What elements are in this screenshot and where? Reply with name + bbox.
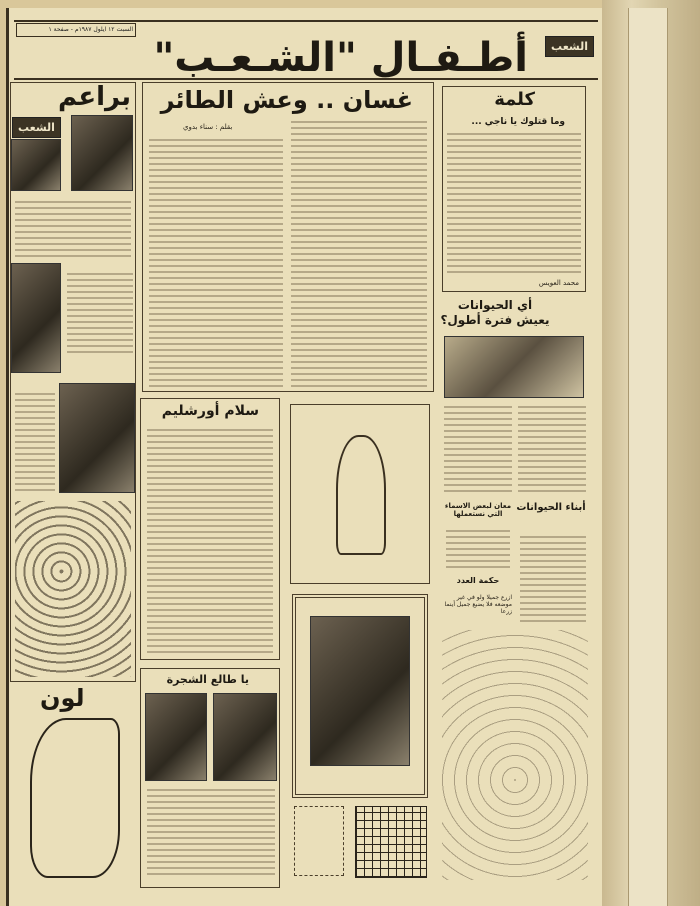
story-article	[142, 82, 434, 392]
binder-strip	[628, 8, 668, 906]
child-photo	[71, 115, 133, 191]
tree-photo	[213, 693, 277, 781]
coloring-title: لون	[40, 684, 85, 712]
crossword-grid[interactable]	[355, 806, 427, 878]
animal-drawings	[15, 501, 131, 677]
animals-text	[518, 406, 586, 496]
tree-title: يا طالع الشجرة	[166, 673, 249, 686]
buds-logo: الشعب	[12, 117, 61, 138]
buds-title: براعم	[58, 82, 131, 112]
child-info	[15, 201, 131, 261]
child-photo	[11, 139, 61, 191]
newspaper-logo: الشعب	[545, 36, 594, 57]
editorial-box	[442, 86, 586, 292]
boy-illustration	[290, 404, 430, 584]
editorial-text	[447, 133, 581, 273]
names-title: معان لبعض الاسماء التي نستعملها	[444, 502, 512, 518]
story-title: غسان .. وعش الطائر	[160, 86, 413, 114]
story-text	[291, 121, 427, 387]
story-text	[149, 139, 283, 387]
offspring-title: أبناء الحيوانات	[516, 502, 586, 513]
framed-photo	[310, 616, 410, 766]
issue-date: السبت ١٢ ايلول ١٩٨٧م - صفحة ١	[16, 23, 136, 37]
child-photo	[11, 263, 61, 373]
offspring-list	[520, 536, 586, 624]
child-info	[15, 393, 55, 493]
wisdom-title: حكمة العدد	[456, 576, 500, 585]
tree-photo	[145, 693, 207, 781]
animals-text	[444, 406, 512, 496]
tree-article	[140, 668, 280, 888]
small-drawing	[294, 806, 344, 876]
boy-drawing	[336, 435, 386, 555]
animals-illustration	[444, 336, 584, 398]
editorial-author: محمد العويس	[538, 279, 579, 287]
editorial-label: كلمة	[494, 89, 535, 110]
coloring-section	[10, 684, 136, 884]
tree-text	[147, 789, 275, 879]
giraffe-drawing	[30, 718, 120, 878]
story-byline: بقلم : سناء بدوي	[183, 123, 233, 131]
wisdom-text: ازرع جميلا ولو في غير موضعه فلا يضيع جميل أينما زرعا	[444, 594, 512, 615]
framed-picture	[292, 594, 428, 798]
poem-title: سلام أورشليم	[161, 403, 259, 419]
masthead	[14, 20, 598, 80]
handwritten-puzzle	[442, 630, 588, 880]
names-list	[446, 530, 510, 570]
animals-article	[440, 296, 590, 626]
poem-article	[140, 398, 280, 660]
children-photo	[59, 383, 135, 493]
buds-column	[10, 82, 136, 682]
masthead-title: أطـفـال "الشـعـب"	[153, 35, 528, 81]
editorial-title: وما قتلوك يا ناجي ...	[471, 117, 565, 127]
animals-title: أي الحيوانات يعيش فترة أطول؟	[440, 298, 550, 327]
poem-text	[147, 429, 273, 653]
child-info	[67, 273, 133, 353]
